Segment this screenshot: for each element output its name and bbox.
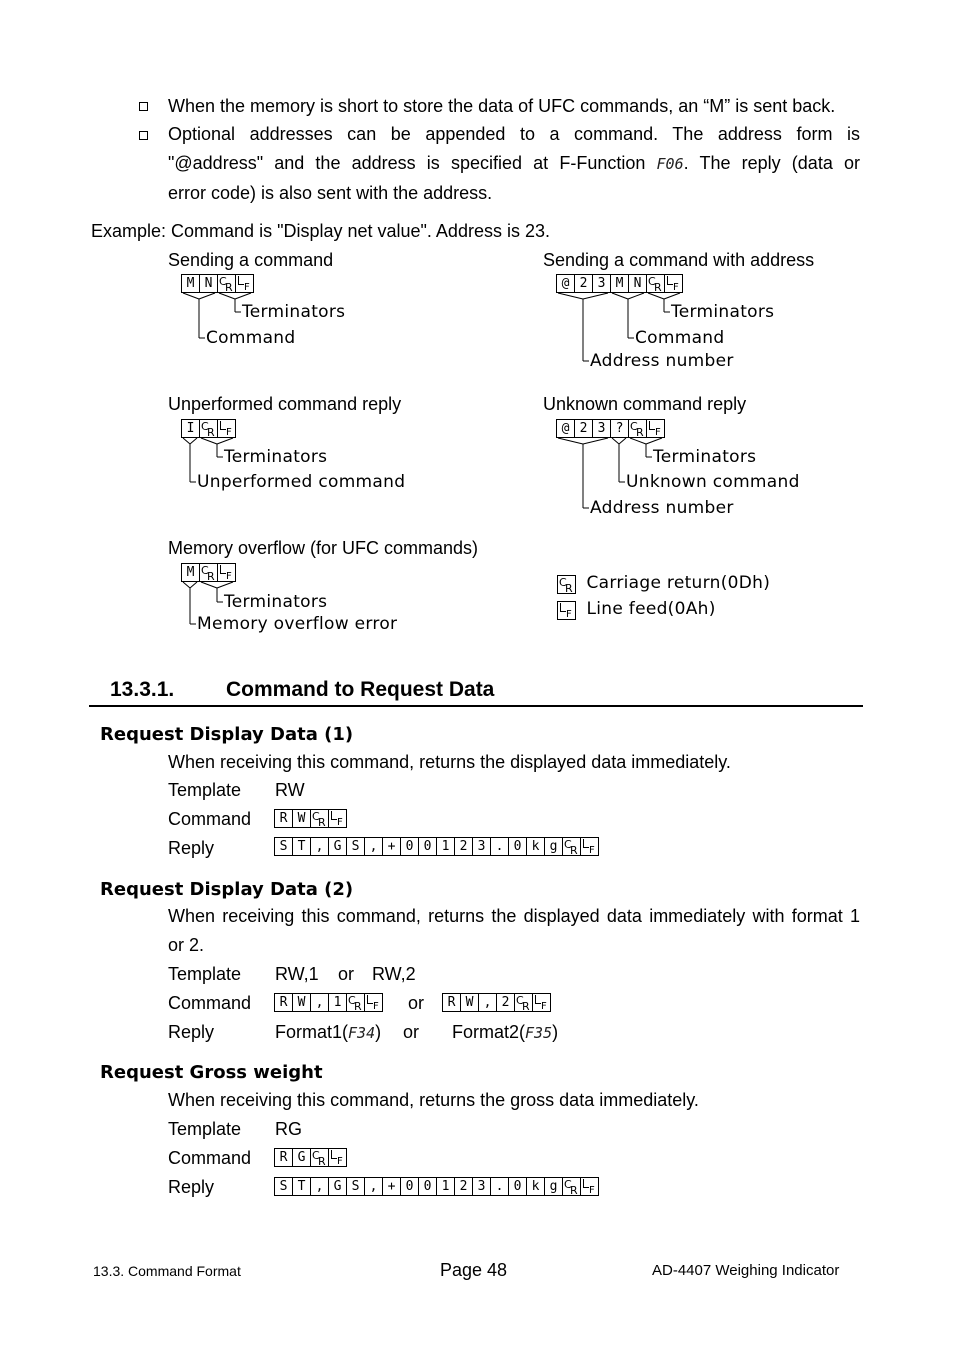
cr-symbol: C R bbox=[199, 419, 218, 438]
diagram-label: Terminators bbox=[224, 447, 328, 467]
char-cell: G bbox=[328, 1177, 347, 1196]
char-cell: W bbox=[460, 993, 479, 1012]
lf-symbol: F bbox=[664, 274, 683, 293]
description-cont: or 2. bbox=[168, 935, 205, 955]
char-cell: T bbox=[292, 1177, 311, 1196]
char-cell: 2 bbox=[574, 419, 593, 438]
example-text: Example: Command is "Display net value". Address is 23. bbox=[91, 221, 550, 241]
char-cell: ? bbox=[610, 419, 629, 438]
subsection-heading: Request Gross weight bbox=[100, 1062, 323, 1083]
char-cell: 0 bbox=[400, 837, 419, 856]
reply-format-b bbox=[452, 1021, 558, 1044]
char-cell: . bbox=[490, 837, 509, 856]
cr-symbol: C R bbox=[199, 563, 218, 582]
diagram-label: Terminators bbox=[653, 447, 757, 467]
char-cell: k bbox=[526, 1177, 545, 1196]
bullet-line-part: . The reply (data or bbox=[683, 153, 860, 173]
diagram-title: Memory overflow (for UFC commands) bbox=[168, 538, 479, 558]
char-cell: 3 bbox=[472, 837, 491, 856]
command-label: Command bbox=[168, 809, 252, 829]
diagram-title: Unperformed command reply bbox=[168, 394, 402, 414]
lf-symbol: F bbox=[235, 274, 254, 293]
command-cells bbox=[274, 809, 347, 827]
char-cell: k bbox=[526, 837, 545, 856]
lf-symbol: F bbox=[532, 993, 551, 1012]
connector-line bbox=[583, 293, 608, 299]
connector-line bbox=[201, 582, 217, 588]
cr-symbol: C R bbox=[310, 809, 329, 828]
char-cell: + bbox=[382, 1177, 401, 1196]
or-text: or bbox=[338, 964, 355, 984]
diagram-title: Unknown command reply bbox=[543, 394, 747, 414]
char-cell: 0 bbox=[400, 1177, 419, 1196]
char-cell: 1 bbox=[328, 993, 347, 1012]
char-cell: 1 bbox=[436, 1177, 455, 1196]
diagram-label: Address number bbox=[590, 351, 734, 371]
connector-line bbox=[183, 293, 199, 299]
lf-symbol: F bbox=[580, 1177, 599, 1196]
bullet-line: Optional addresses can be appended to a command. The address form is bbox=[168, 124, 860, 144]
diagram-label: Command bbox=[206, 328, 296, 348]
lf-symbol: F bbox=[364, 993, 383, 1012]
diagram-cells bbox=[181, 563, 236, 581]
connector-line bbox=[190, 438, 197, 444]
description: When receiving this command, returns the displayed data immediately. bbox=[168, 752, 731, 772]
lf-symbol: F bbox=[646, 419, 665, 438]
cr-symbol: C R bbox=[628, 419, 647, 438]
char-cell: , bbox=[310, 837, 329, 856]
char-cell: R bbox=[274, 1148, 293, 1167]
template-value: RW bbox=[275, 780, 305, 800]
connector-line bbox=[199, 293, 215, 299]
char-cell: , bbox=[364, 1177, 383, 1196]
template-label: Template bbox=[168, 964, 242, 984]
diagram-label: Unperformed command bbox=[197, 472, 406, 492]
char-cell: 3 bbox=[592, 274, 611, 293]
paren-close: ) bbox=[552, 1022, 559, 1042]
cr-symbol: C R bbox=[562, 1177, 581, 1196]
footer-center: Page 48 bbox=[440, 1260, 508, 1280]
cr-symbol: C R bbox=[346, 993, 365, 1012]
char-cell: 0 bbox=[508, 1177, 527, 1196]
char-cell: 2 bbox=[454, 1177, 473, 1196]
lf-symbol: F bbox=[217, 563, 236, 582]
or-text: or bbox=[403, 1022, 420, 1042]
lf-symbol: F bbox=[580, 837, 599, 856]
reply-cells bbox=[274, 1177, 599, 1195]
diagram-cells bbox=[181, 274, 254, 292]
diagram-label: Terminators bbox=[224, 592, 328, 612]
char-cell: 0 bbox=[508, 837, 527, 856]
char-cell: R bbox=[274, 993, 293, 1012]
char-cell: , bbox=[310, 993, 329, 1012]
template-value-a: RW,1 bbox=[275, 964, 319, 984]
legend-cr bbox=[557, 573, 770, 593]
command-label: Command bbox=[168, 1148, 252, 1168]
bullet-text: When the memory is short to store the data of UFC commands, an “M” is sent back. bbox=[168, 96, 836, 116]
command-cells-a bbox=[274, 993, 383, 1011]
lf-symbol: F bbox=[217, 419, 236, 438]
reply-format-a-text: Format1( bbox=[275, 1022, 349, 1042]
lf-symbol: F bbox=[328, 809, 347, 828]
connector-line bbox=[612, 293, 628, 299]
char-cell: 2 bbox=[454, 837, 473, 856]
command-label: Command bbox=[168, 993, 252, 1013]
char-cell: 0 bbox=[418, 1177, 437, 1196]
command-cells-b bbox=[442, 993, 551, 1011]
bullet-line: error code) is also sent with the address. bbox=[168, 183, 493, 203]
diagram-cells bbox=[556, 419, 665, 437]
connector-line bbox=[201, 438, 217, 444]
lf-symbol: F bbox=[557, 601, 576, 620]
template-label: Template bbox=[168, 780, 242, 800]
cr-symbol: C R bbox=[217, 274, 236, 293]
reply-label: Reply bbox=[168, 1022, 215, 1042]
char-cell: 3 bbox=[472, 1177, 491, 1196]
connector-line bbox=[217, 438, 233, 444]
template-value-b: RW,2 bbox=[372, 964, 416, 984]
footer-right: AD-4407 Weighing Indicator bbox=[652, 1262, 840, 1279]
description: When receiving this command, returns the gross data immediately. bbox=[168, 1090, 699, 1110]
section-number: 13.3.1. bbox=[110, 678, 175, 701]
connector-line bbox=[612, 438, 619, 444]
format-code: F34 bbox=[348, 1024, 376, 1042]
char-cell: S bbox=[274, 837, 293, 856]
subsection-heading: Request Display Data (2) bbox=[100, 879, 354, 900]
char-cell: 3 bbox=[592, 419, 611, 438]
diagram-label: Terminators bbox=[242, 302, 346, 322]
char-cell: 0 bbox=[418, 837, 437, 856]
char-cell: g bbox=[544, 837, 563, 856]
connector-line bbox=[646, 438, 662, 444]
connector-line bbox=[183, 438, 190, 444]
char-cell: W bbox=[292, 809, 311, 828]
description: When receiving this command, returns the displayed data immediately with format 1 bbox=[168, 906, 860, 926]
template-value: RG bbox=[275, 1119, 302, 1139]
cr-symbol: C R bbox=[646, 274, 665, 293]
connector-line bbox=[628, 293, 644, 299]
char-cell: , bbox=[364, 837, 383, 856]
paren-close: ) bbox=[375, 1022, 382, 1042]
connector-line bbox=[619, 438, 626, 444]
f-function-code: F06 bbox=[656, 155, 684, 173]
diagram-cells bbox=[556, 274, 683, 292]
diagram-title: Sending a command with address bbox=[543, 250, 815, 270]
legend-lf bbox=[557, 599, 716, 619]
reply-label: Reply bbox=[168, 1177, 215, 1197]
connector-line bbox=[558, 293, 583, 299]
char-cell: M bbox=[610, 274, 629, 293]
char-cell: W bbox=[292, 993, 311, 1012]
diagram-label: Address number bbox=[590, 498, 734, 518]
connector-line bbox=[183, 582, 190, 588]
section-title: Command to Request Data bbox=[226, 678, 495, 701]
cr-symbol: C R bbox=[562, 837, 581, 856]
diagram-label: Unknown command bbox=[626, 472, 800, 492]
reply-label: Reply bbox=[168, 838, 215, 858]
char-cell: 2 bbox=[574, 274, 593, 293]
reply-format-a bbox=[275, 1021, 381, 1044]
section-rule bbox=[89, 705, 863, 707]
connector-line bbox=[583, 438, 608, 444]
char-cell: G bbox=[328, 837, 347, 856]
bullet-line-part: "@address" and the address is specified at F-Function bbox=[168, 153, 657, 173]
subsection-heading: Request Display Data (1) bbox=[100, 724, 354, 745]
or-text: or bbox=[408, 993, 425, 1013]
char-cell: @ bbox=[556, 274, 575, 293]
char-cell: , bbox=[478, 993, 497, 1012]
char-cell: S bbox=[274, 1177, 293, 1196]
connector-line bbox=[630, 438, 646, 444]
connector-line bbox=[664, 293, 680, 299]
diagram-label: Terminators bbox=[671, 302, 775, 322]
reply-cells bbox=[274, 837, 599, 855]
char-cell: . bbox=[490, 1177, 509, 1196]
char-cell: 2 bbox=[496, 993, 515, 1012]
diagram-label: Memory overflow error bbox=[197, 614, 398, 634]
template-label: Template bbox=[168, 1119, 242, 1139]
connector-line bbox=[219, 293, 235, 299]
connector-line bbox=[235, 293, 251, 299]
char-cell: + bbox=[382, 837, 401, 856]
char-cell: N bbox=[199, 274, 218, 293]
lf-symbol: F bbox=[328, 1148, 347, 1167]
char-cell: @ bbox=[556, 419, 575, 438]
char-cell: N bbox=[628, 274, 647, 293]
diagram-label: Command bbox=[635, 328, 725, 348]
char-cell: S bbox=[346, 1177, 365, 1196]
char-cell: M bbox=[181, 563, 200, 582]
connector-line bbox=[648, 293, 664, 299]
char-cell: R bbox=[274, 809, 293, 828]
format-code: F35 bbox=[525, 1024, 553, 1042]
char-cell: T bbox=[292, 837, 311, 856]
cr-symbol: C R bbox=[514, 993, 533, 1012]
char-cell: R bbox=[442, 993, 461, 1012]
footer-left: 13.3. Command Format bbox=[93, 1263, 241, 1279]
cr-symbol: C R bbox=[557, 575, 576, 594]
command-cells bbox=[274, 1148, 347, 1166]
char-cell: , bbox=[310, 1177, 329, 1196]
char-cell: 1 bbox=[436, 837, 455, 856]
char-cell: I bbox=[181, 419, 200, 438]
legend-cr-text: Carriage return(0Dh) bbox=[586, 573, 771, 593]
char-cell: G bbox=[292, 1148, 311, 1167]
char-cell: g bbox=[544, 1177, 563, 1196]
diagram-title: Sending a command bbox=[168, 250, 334, 270]
connector-line bbox=[558, 438, 583, 444]
connector-line bbox=[190, 582, 197, 588]
legend-lf-text: Line feed(0Ah) bbox=[586, 599, 716, 619]
reply-format-b-text: Format2( bbox=[452, 1022, 526, 1042]
char-cell: S bbox=[346, 837, 365, 856]
char-cell: M bbox=[181, 274, 200, 293]
cr-symbol: C R bbox=[310, 1148, 329, 1167]
connector-line bbox=[217, 582, 233, 588]
diagram-cells bbox=[181, 419, 236, 437]
